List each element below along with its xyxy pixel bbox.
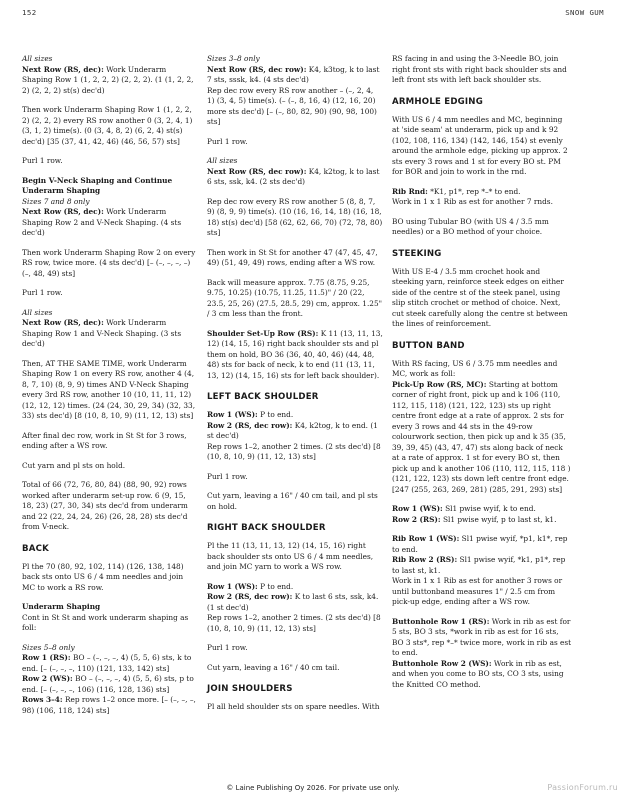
row-label: Buttonhole Row 1 (RS): bbox=[392, 616, 490, 626]
row-text: BO – (–, –, –, 4) (5, 5, 6) sts, p to end. [– (–, –, –, 106) (116, 128, 136) sts] bbox=[22, 674, 194, 694]
row-label: Rows 3–4: bbox=[22, 695, 63, 704]
copyright-footer: © Laine Publishing Oy 2026. For private use only. bbox=[226, 784, 400, 792]
row-text: K4, k3tog, k to last 7 sts, sssk, k4. (4 sts dec'd) bbox=[207, 64, 380, 84]
instruction-paragraph: Cont in St St and work underarm shaping as foll: bbox=[22, 612, 189, 632]
row-label: Shoulder Set-Up Row (RS): bbox=[207, 328, 319, 338]
instruction-paragraph bbox=[392, 380, 572, 496]
instruction-paragraph bbox=[207, 329, 383, 382]
row-text: Work Underarm Shaping Row 1 (1, 2, 2, 2) (2, 2, 2). (1 (1, 2, 2, 2) (2, 2, 2) st(s) dec'd) bbox=[22, 64, 194, 95]
instruction-row bbox=[207, 421, 383, 442]
section-heading-steeking: STEEKING bbox=[392, 248, 442, 259]
instruction-paragraph bbox=[22, 207, 198, 239]
instruction-row bbox=[392, 534, 572, 555]
row-label: Row 2 (WS): bbox=[22, 674, 73, 683]
size-note: All sizes bbox=[22, 54, 53, 63]
instruction-paragraph: Purl 1 row. bbox=[22, 156, 63, 165]
instruction-row bbox=[392, 555, 572, 576]
row-text: BO – (–, –, –, 4) (5, 5, 6) sts, k to end. [– (–, –, –, 110) (121, 133, 142) sts] bbox=[22, 653, 192, 673]
section-heading-join-shoulders: JOIN SHOULDERS bbox=[207, 684, 293, 694]
row-label: Rib Row 1 (WS): bbox=[392, 534, 460, 543]
instruction-paragraph: Rep rows 1–2, another 2 times. (2 sts dec'd) [8 (10, 8, 10, 9) (11, 12, 13) sts] bbox=[207, 613, 381, 633]
row-label: Rib Row 2 (RS): bbox=[392, 555, 458, 564]
section-heading-right-back-shoulder: RIGHT BACK SHOULDER bbox=[207, 523, 326, 533]
row-text: K4, k2tog, k to end. (1 st dec'd) bbox=[207, 420, 378, 440]
instruction-paragraph bbox=[207, 65, 383, 86]
instruction-paragraph: RS facing in and using the 3-Needle BO, join right front sts with right back shoulder sts and left front sts with left back shoulder sts. bbox=[392, 54, 567, 84]
page-header bbox=[22, 8, 604, 24]
row-label: Buttonhole Row 2 (WS): bbox=[392, 658, 492, 668]
row-text: P to end. bbox=[257, 410, 294, 419]
instruction-paragraph: Then, AT THE SAME TIME, work Underarm Shaping Row 1 on every RS row, another 4 (4, 8, 7, 10) (8, 9, 9) times AND V-Neck Shaping every 3rd RS row, another 10 (10, 11, 11, 12) (12, 12, 12) times. (24 (24, 30, 29, 34) (32, 33, 33) sts dec'd) [8 (10, 8, 10, 9) (11, 12, 13) sts] bbox=[22, 358, 196, 420]
instruction-row bbox=[22, 653, 198, 674]
row-text: Work Underarm Shaping Row 2 and V-Neck Shaping. (4 sts dec'd) bbox=[22, 207, 182, 237]
instruction-paragraph: Purl 1 row. bbox=[207, 136, 248, 146]
row-label: Row 2 (RS, dec row): bbox=[207, 592, 293, 601]
row-label: Row 1 (WS): bbox=[392, 504, 443, 513]
row-text: Starting at bottom corner of right front, pick up and k 106 (110, 112, 115, 118) (121, 122, 123) sts up right centre front edge at a rate of approx. 2 sts for every 3 rows and 44 sts in the 49-row colourwork section, then pick up and k 35 (35, 39, 39, 45) (43, 47, 47) sts along back of neck at a rate of approx. 1 st for every BO st, then pick up and k another 106 (110, 112, 115, 118 ) (121, 122, 123) sts down left centre front edge. [247 (255, 263, 269, 281) (285, 291, 293) sts] bbox=[392, 379, 571, 494]
instruction-paragraph: Then work Underarm Shaping Row 2 on every RS row, twice more. (4 sts dec'd) [– (–, –, –, –) (–, 48, 49) sts] bbox=[22, 247, 196, 278]
row-label: Row 2 (RS): bbox=[392, 514, 441, 524]
row-label: Next Row (RS, dec): bbox=[22, 318, 104, 327]
instruction-row bbox=[392, 504, 572, 515]
row-text: Sl1 pwise wyif, p to last st, k1. bbox=[440, 514, 557, 524]
row-label: Next Row (RS, dec row): bbox=[207, 64, 307, 74]
instruction-paragraph: Total of 66 (72, 76, 80, 84) (88, 90, 92) rows worked after underarm set-up row. 6 (9, 15, 18, 23) (27, 30, 34) sts dec'd from underarm and 22 (22, 24, 24, 26) (26, 28, 28) sts dec'd from V-neck. bbox=[22, 480, 188, 531]
subheading-underarm: Underarm Shaping bbox=[22, 602, 101, 611]
instruction-paragraph: BO using Tubular BO (with US 4 / 3.5 mm needles) or a BO method of your choice. bbox=[392, 216, 549, 236]
row-text: Work Underarm Shaping Row 1 and V-Neck Shaping. (3 sts dec'd) bbox=[22, 318, 182, 348]
row-label: Rib Rnd: bbox=[392, 186, 428, 196]
instruction-paragraph bbox=[207, 167, 383, 188]
instruction-paragraph: With US 6 / 4 mm needles and MC, beginning at 'side seam' at underarm, pick up and k 92 (102, 108, 116, 134) (142, 146, 154) st evenly around the armhole edge, picking up approx. 2 sts every 3 rows and 1 st for every BO st. PM for BOR and join to work in the rnd. bbox=[392, 114, 568, 176]
instruction-paragraph: After final dec row, work in St St for 3 rows, ending after a WS row. bbox=[22, 430, 187, 450]
instruction-paragraph: With US E-4 / 3.5 mm crochet hook and steeking yarn, reinforce steek edges on either side of the centre st of the steek panel, using slip stitch crochet or method of choice. Next, cut steek carefully along the centre st between the lines of reinforcement. bbox=[392, 266, 568, 328]
section-heading-left-back-shoulder: LEFT BACK SHOULDER bbox=[207, 392, 319, 402]
row-label: Next Row (RS, dec): bbox=[22, 64, 104, 74]
column-3 bbox=[392, 54, 572, 699]
instruction-paragraph: Then work Underarm Shaping Row 1 (1, 2, 2, 2) (2, 2, 2) every RS row another 0 (3, 2, 4, 1) (3, 1, 2) time(s). (0 (3, 4, 8, 2) (6, 2, 4) st(s) dec'd) [35 (37, 41, 42, 46) (46, 56, 57) sts] bbox=[22, 105, 193, 146]
size-note: Sizes 3–8 only bbox=[207, 54, 260, 63]
instruction-paragraph: Cut yarn, leaving a 16" / 40 cm tail, and pl sts on hold. bbox=[207, 491, 378, 511]
page-number: 152 bbox=[22, 8, 37, 17]
instruction-paragraph: Work in 1 x 1 Rib as est for another 7 rnds. bbox=[392, 197, 553, 206]
instruction-row bbox=[392, 187, 572, 198]
instruction-paragraph: With RS facing, US 6 / 3.75 mm needles and MC, work as foll: bbox=[392, 358, 558, 378]
instruction-row bbox=[207, 410, 383, 421]
section-heading-button-band: BUTTON BAND bbox=[392, 340, 465, 351]
size-note: All sizes bbox=[22, 307, 53, 317]
section-heading-armhole-edging: ARMHOLE EDGING bbox=[392, 96, 483, 107]
instruction-paragraph bbox=[22, 65, 198, 97]
instruction-paragraph: Rep rows 1–2, another 2 times. (2 sts dec'd) [8 (10, 8, 10, 9) (11, 12, 13) sts] bbox=[207, 441, 381, 461]
section-heading-back: BACK bbox=[22, 543, 49, 554]
instruction-row bbox=[392, 515, 572, 526]
row-label: Next Row (RS, dec row): bbox=[207, 166, 307, 176]
column-2 bbox=[207, 54, 383, 722]
row-text: Work in rib as est for 5 sts, BO 3 sts, *work in rib as est for 16 sts, BO 3 sts*, rep *–* twice more, work in rib as est to end. bbox=[392, 616, 572, 657]
instruction-paragraph: Cut yarn, leaving a 16" / 40 cm tail. bbox=[207, 662, 340, 672]
book-title: SNOW GUM bbox=[565, 8, 604, 17]
size-note: Sizes 5–8 only bbox=[22, 642, 75, 652]
instruction-paragraph: Purl 1 row. bbox=[22, 288, 63, 297]
instruction-paragraph bbox=[22, 318, 198, 350]
row-text: K 11 (13, 11, 13, 12) (14, 15, 16) right back shoulder sts and pl them on hold, BO 36 (36, 40, 40, 46) (44, 48, 48) sts for back of neck, k to end (11 (13, 11, 13, 12) (14, 15, 16) sts for left back shoulder). bbox=[207, 328, 383, 380]
row-text: K to last 6 sts, ssk, k4. (1 st dec'd) bbox=[207, 592, 379, 612]
instruction-paragraph: Work in 1 x 1 Rib as est for another 3 rows or until buttonband measures 1" / 2.5 cm from pick-up edge, ending after a WS row. bbox=[392, 576, 563, 606]
row-label: Row 2 (RS, dec row): bbox=[207, 420, 293, 430]
size-note: Sizes 7 and 8 only bbox=[22, 196, 90, 206]
subheading-vneck: Begin V-Neck Shaping and Continue Underarm Shaping bbox=[22, 175, 173, 195]
instruction-paragraph: Cut yarn and pl sts on hold. bbox=[22, 460, 126, 470]
instruction-paragraph: Rep dec row every RS row another – (–, 2, 4, 1) (3, 4, 5) time(s). (– (–, 8, 16, 4) (12, 16, 20) more sts dec'd) [– (–, 80, 82, 90) (90, 98, 100) sts] bbox=[207, 85, 377, 126]
instruction-row bbox=[207, 592, 383, 613]
instruction-row bbox=[392, 617, 572, 659]
instruction-row bbox=[22, 674, 198, 695]
row-label: Next Row (RS, dec): bbox=[22, 207, 104, 216]
row-text: Sl1 pwise wyif, *k1, p1*, rep to last st, k1. bbox=[392, 555, 566, 575]
instruction-paragraph: Pl all held shoulder sts on spare needles. With bbox=[207, 702, 380, 711]
instruction-paragraph: Purl 1 row. bbox=[207, 471, 248, 481]
row-label: Row 1 (WS): bbox=[207, 581, 258, 591]
row-text: Work in rib as est, and when you come to BO sts, CO 3 sts, using the Knitted CO method. bbox=[392, 658, 564, 689]
watermark: PassionForum.ru bbox=[547, 783, 618, 792]
size-note: All sizes bbox=[207, 156, 238, 165]
row-text: Sl1 pwise wyif, *p1, k1*, rep to end. bbox=[392, 534, 568, 554]
row-label: Pick-Up Row (RS, MC): bbox=[392, 379, 487, 389]
instruction-row bbox=[22, 695, 198, 716]
row-label: Row 1 (WS): bbox=[207, 410, 258, 419]
instruction-row bbox=[207, 582, 383, 593]
instruction-paragraph: Purl 1 row. bbox=[207, 643, 248, 652]
instruction-row bbox=[392, 659, 572, 691]
instruction-paragraph: Pl the 70 (80, 92, 102, 114) (126, 138, 148) back sts onto US 6 / 4 mm needles and join MC to work a RS row. bbox=[22, 561, 184, 592]
row-text: Sl1 pwise wyif, k to end. bbox=[442, 504, 536, 513]
row-text: *K1, p1*, rep *–* to end. bbox=[427, 186, 521, 196]
row-text: P to end. bbox=[257, 581, 294, 591]
instruction-paragraph: Pl the 11 (13, 11, 13, 12) (14, 15, 16) right back shoulder sts onto US 6 / 4 mm needles, and join MC yarn to work a WS row. bbox=[207, 541, 374, 571]
column-1 bbox=[22, 54, 198, 725]
row-text: K4, k2tog, k to last 6 sts, ssk, k4. (2 sts dec'd) bbox=[207, 166, 380, 186]
instruction-paragraph: Then work in St St for another 47 (47, 45, 47, 49) (51, 49, 49) rows, ending after a WS row. bbox=[207, 247, 378, 267]
row-label: Row 1 (RS): bbox=[22, 653, 71, 662]
instruction-paragraph: Rep dec row every RS row another 5 (8, 8, 7, 9) (8, 9, 9) time(s). (10 (16, 16, 14, 18) (16, 18, 18) st(s) dec'd) [58 (62, 62, 66, 70) (72, 78, 80) sts] bbox=[207, 196, 383, 237]
row-text: Rep rows 1–2 once more. [– (–, –, –, 98) (106, 118, 124) sts] bbox=[22, 695, 196, 715]
instruction-paragraph: Back will measure approx. 7.75 (8.75, 9.25, 9.75, 10.25) (10.75, 11.25, 11.5)" / 20 (22, 23.5, 25, 26) (27.5, 28.5, 29) cm, approx. 1.25" / 3 cm less than the front. bbox=[207, 277, 383, 318]
